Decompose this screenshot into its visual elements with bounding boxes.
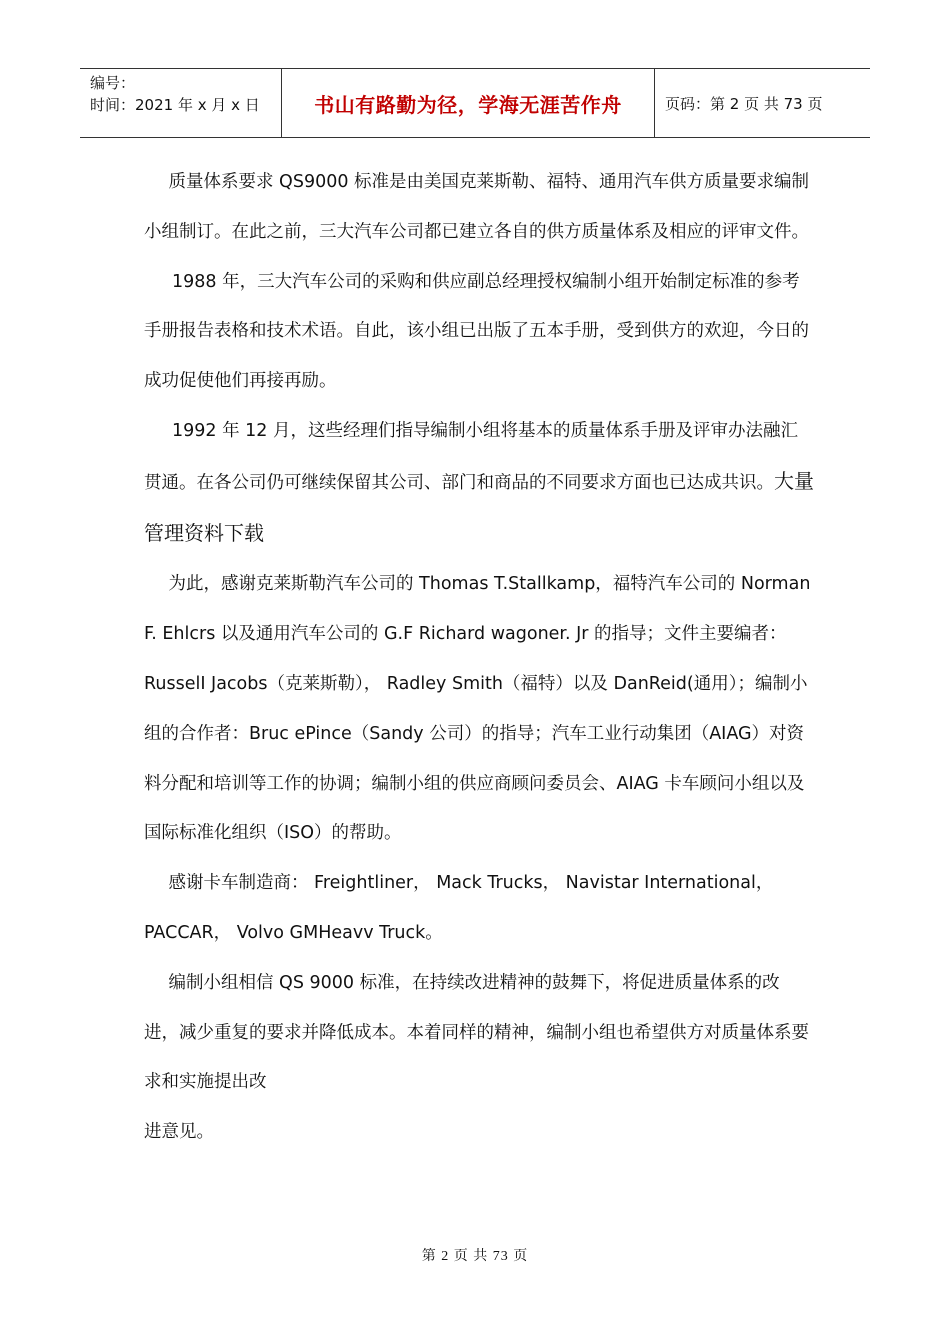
download-notice: 大量管理资料下载 [144,468,814,545]
page-footer: 第 2 页 共 73 页 [421,1249,529,1264]
number-label: 编号： [90,74,136,92]
document-body [144,158,814,1158]
paragraph-7: 进意见。 [144,1122,214,1143]
header-motto-cell [282,69,655,137]
paragraph-2: 1988 年，三大汽车公司的采购和供应副总经理授权编制小组开始制定标准的参考手册报告表格和技术术语。自此，该小组已出版了五本手册，受到供方的欢迎，今日的成功促使他们再接再励。 [144,271,809,392]
page-header [80,68,870,138]
header-page-info [655,69,870,137]
page-info: 页码：第 2 页 共 73 页 [665,94,823,113]
paragraph-1: 质量体系要求 QS9000 标准是由美国克莱斯勒、福特、通用汽车供方质量要求编制小组制订。在此之前，三大汽车公司都已建立各自的供方质量体系及相应的评审文件。 [144,172,810,242]
paragraph-3-text: 1992 年 12 月，这些经理们指导编制小组将基本的质量体系手册及评审办法融汇贯通。在各公司仍可继续保留其公司、部门和商品的不同要求方面也已达成共识。 [144,420,798,493]
paragraph-4: 为此，感谢克莱斯勒汽车公司的 Thomas T.Stallkamp，福特汽车公司的 Norman F. Ehlcrs 以及通用汽车公司的 G.F Richard wagoner. Jr 的指导；文件主要编者： RusselI Jacobs（克莱斯勒）， Radley Smith（福特）以及 DanReid(通用）；编制小组的合作者：Bruc ePince（Sandy 公司）的指导；汽车工业行动集团（AIAG）对资料分配和培训等工作的协调；编制小组的供应商顾问委员会、AIAG 卡车顾问小组以及国际标准化组织（ISO）的帮助。 [144,574,811,844]
time-label: 时间：2021 年 x 月 x 日 [90,96,260,114]
header-meta [80,69,282,137]
paragraph-6: 编制小组相信 QS 9000 标准，在持续改进精神的鼓舞下，将促进质量体系的改进，减少重复的要求并降低成本。本着同样的精神，编制小组也希望供方对质量体系要求和实施提出改 [144,972,809,1093]
paragraph-5: 感谢卡车制造商： Freightliner， Mack Trucks， Navistar International， PACCAR， Volvo GMHeavv Truck。 [144,873,774,943]
motto: 书山有路勤为径，学海无涯苦作舟 [314,92,622,117]
paragraph-3 [144,407,814,560]
